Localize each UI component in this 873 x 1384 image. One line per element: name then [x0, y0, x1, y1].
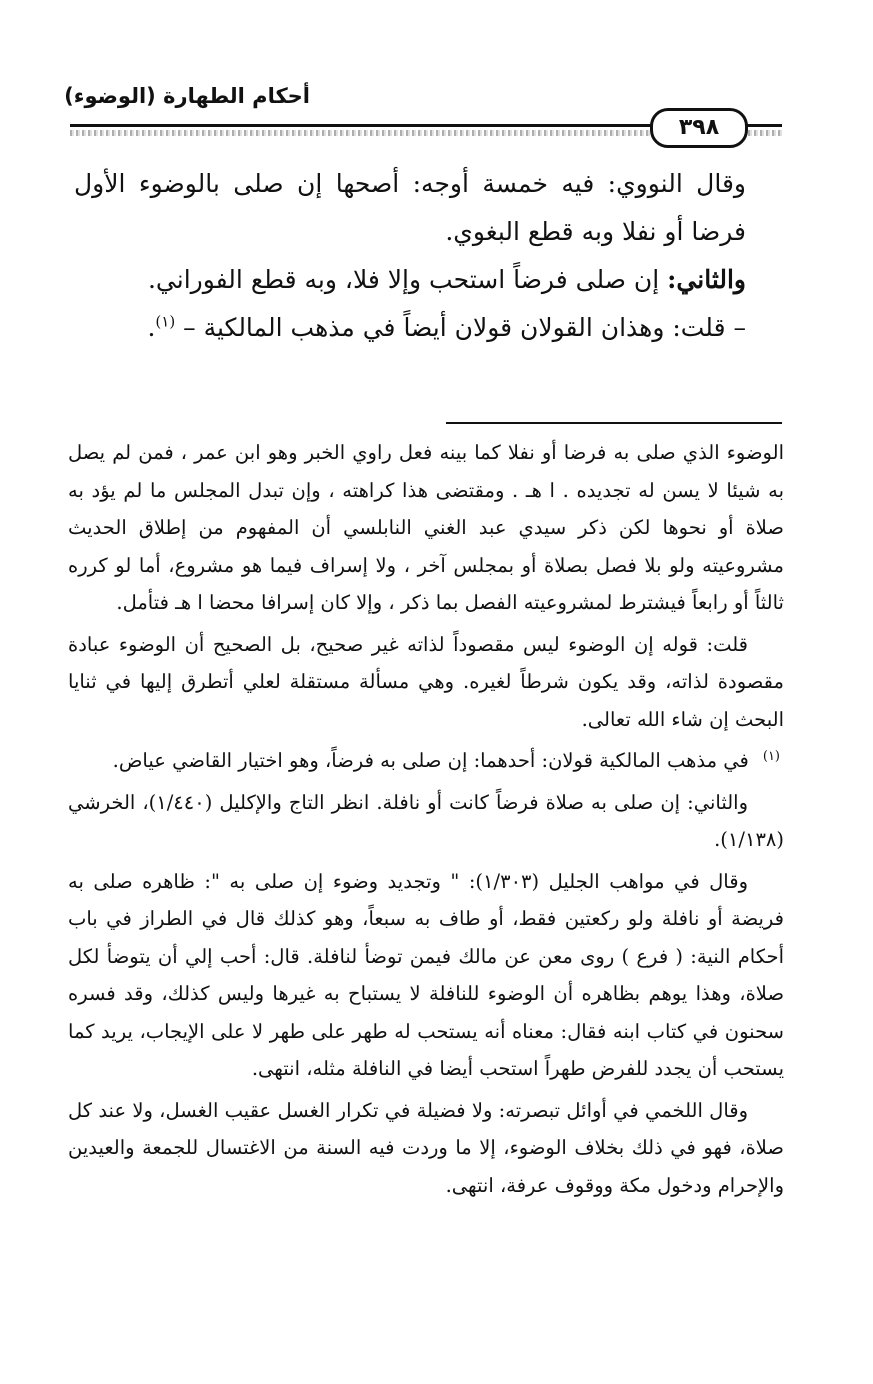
paragraph-2-text: إن صلى فرضاً استحب وإلا فلا، وبه قطع الفوراني.	[147, 265, 668, 294]
footnote-separator	[446, 422, 782, 424]
main-paragraph-1: وقال النووي: فيه خمسة أوجه: أصحها إن صلى بالوضوء الأول فرضا أو نفلا وبه قطع البغوي.	[74, 169, 746, 246]
footnotes	[68, 434, 784, 1208]
footnote-1-paragraph-2: والثاني: إن صلى به صلاة فرضاً كانت أو نافلة. انظر التاج والإكليل (١/٤٤٠)، الخرشي (١/١٣٨).	[68, 790, 784, 851]
page-number: ٣٩٨	[650, 108, 748, 148]
footnote-1	[68, 742, 784, 780]
footnote-continuation-2: قلت: قوله إن الوضوء ليس مقصوداً لذاته غير صحيح، بل الصحيح أن الوضوء عبادة مقصودة لذاته، وقد يكون شرطاً لغيره. وهي مسألة مستقلة لعلي أتطرق إليها في ثنايا البحث إن شاء الله تعالى.	[68, 632, 784, 731]
main-paragraph-3	[74, 304, 782, 352]
paragraph-3-end: .	[147, 313, 156, 342]
footnote-1-paragraph-4: وقال اللخمي في أوائل تبصرته: ولا فضيلة في تكرار الغسل عقيب الغسل، ولا عند كل صلاة، فهو في ذلك بخلاف الوضوء، إلا ما وردت فيه السنة من الاغتسال للجمعة والعيدين والإحرام ودخول مكة ووقوف عرفة، انتهى.	[68, 1098, 784, 1197]
paragraph-lead: والثاني:	[667, 265, 746, 294]
main-paragraph-2	[74, 256, 782, 304]
footnote-marker: (١)	[762, 748, 780, 764]
running-title: أحكام الطهارة (الوضوء)	[64, 84, 310, 108]
footnote-reference[interactable]: (١)	[155, 312, 176, 331]
footnote-1-paragraph-3: وقال في مواهب الجليل (١/٣٠٣): " وتجديد وضوء إن صلى به ": ظاهره صلى به فريضة أو نافلة ولو ركعتين فقط، أو طاف به سبعاً، وهو كذلك قال في الطراز في باب أحكام النية: ( فرع ) روى معن عن مالك فيمن توضأ لنافلة. قال: أحب إلي أن يتوضأ لكل صلاة، وهذا يوهم بظاهره أن الوضوء للنافلة لا يستباح به غيرها وليس كذلك، وقد فسره سحنون في كتاب ابنه فقال: معناه أنه يستحب له طهر على طهر لا على الإيجاب، يريد كما يستحب أن يجدد للفرض طهراً استحب أيضا في النافلة مثله، انتهى.	[68, 869, 784, 1080]
paragraph-3-text: – قلت: وهذان القولان قولان أيضاً في مذهب المالكية –	[175, 313, 746, 342]
footnote-continuation-1: الوضوء الذي صلى به فرضا أو نفلا كما بينه فعل راوي الخبر وهو ابن عمر ، فمن لم يصل به شيئا لا يسن له تجديده . ا هـ . ومقتضى هذا كراهته ، وإن تبدل المجلس ما لم يؤد به صلاة أو نحوها لكن ذكر سيدي عبد الغني النابلسي أن المفهوم من إطلاق الحديث مشروعيته ولو بلا فصل بصلاة أو بمجلس آخر ، ولا إسراف فيما هو مشروع، أما لو كرره ثالثاً أو رابعاً فيشترط لمشروعيته الفصل بما ذكر ، وإلا كان إسرافا محضا ا هـ فتأمل.	[68, 441, 784, 614]
footnote-1-text: في مذهب المالكية قولان: أحدهما: إن صلى به فرضاً، وهو اختيار القاضي عياض.	[112, 749, 749, 772]
main-text	[74, 160, 782, 352]
